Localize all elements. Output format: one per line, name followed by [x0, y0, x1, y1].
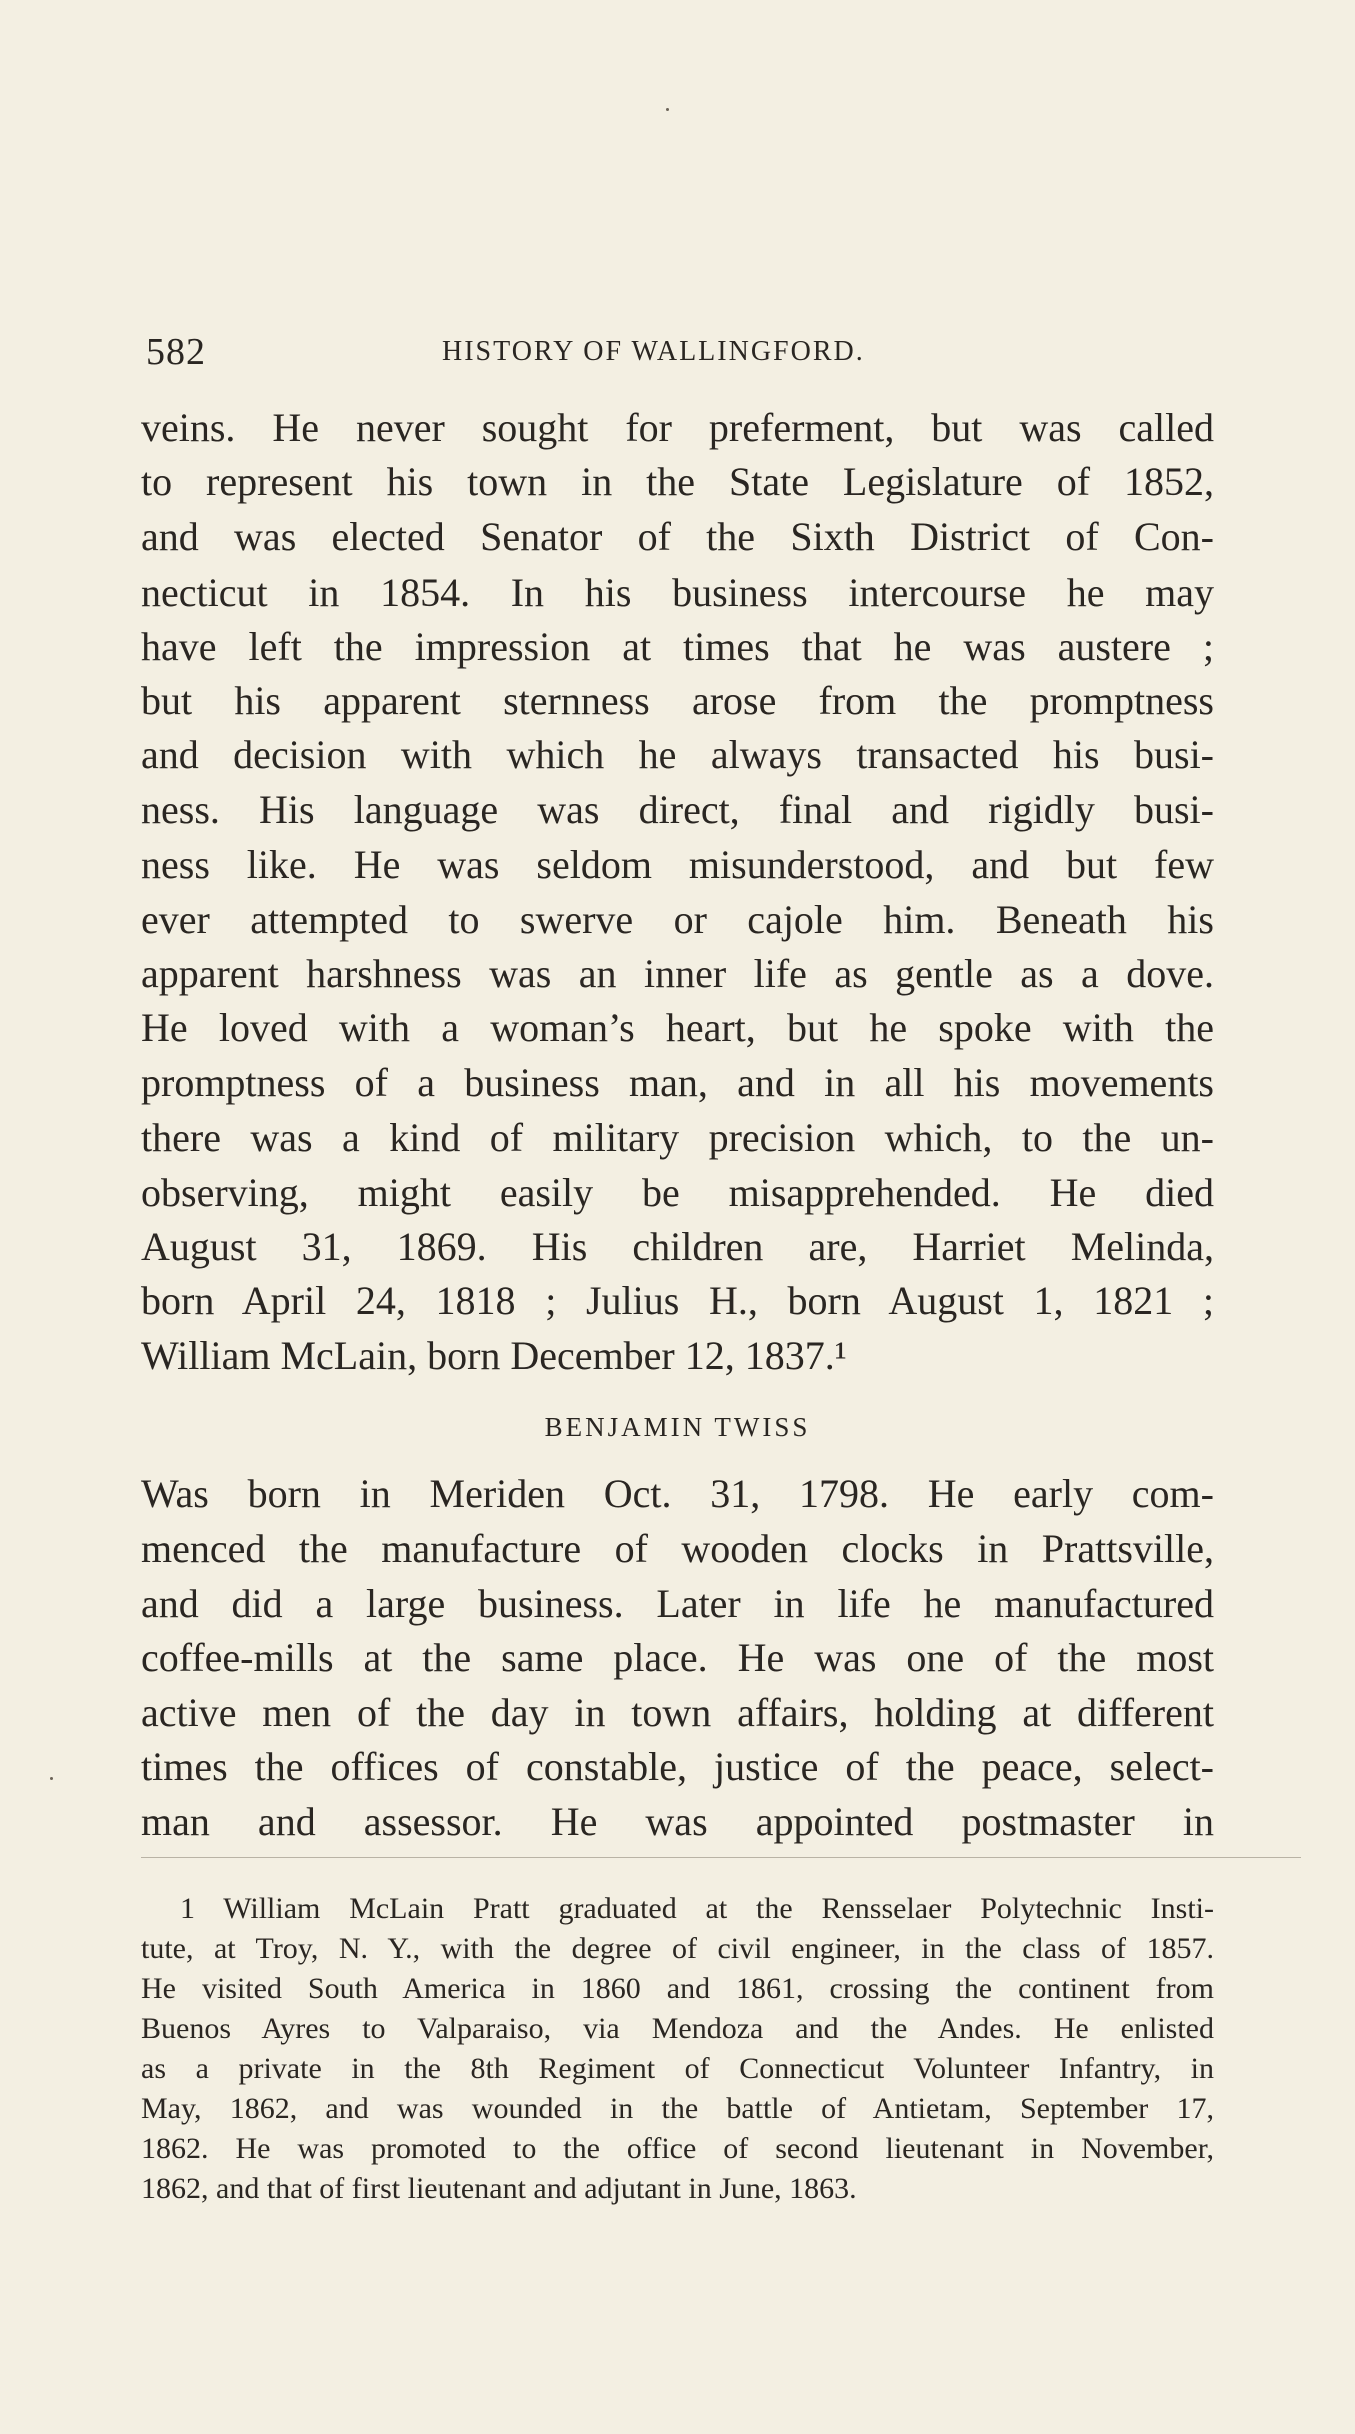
body-line: veins. He never sought for preferment, but was called — [141, 405, 1214, 450]
body-line: ness like. He was seldom misunderstood, and but few — [141, 842, 1214, 887]
body-line: apparent harshness was an inner life as gentle as a dove. — [141, 951, 1214, 996]
footnote-line: May, 1862, and was wounded in the battle of Antietam, September 17, — [141, 2092, 1214, 2125]
body-line: necticut in 1854. In his business intercourse he may — [141, 570, 1214, 615]
footnote-line: Buenos Ayres to Valparaiso, via Mendoza and the Andes. He enlisted — [141, 2012, 1214, 2045]
footnote-line: tute, at Troy, N. Y., with the degree of civil engineer, in the class of 1857. — [141, 1932, 1214, 1965]
paper-speck — [50, 1777, 53, 1780]
body-line: observing, might easily be misapprehended. He died — [141, 1170, 1214, 1215]
body-line: there was a kind of military precision which, to the un- — [141, 1115, 1214, 1160]
body-line: man and assessor. He was appointed postmaster in — [141, 1799, 1214, 1844]
body-line: active men of the day in town affairs, holding at different — [141, 1690, 1214, 1735]
body-line: ever attempted to swerve or cajole him. Beneath his — [141, 897, 1214, 942]
body-line: born April 24, 1818 ; Julius H., born August 1, 1821 ; — [141, 1278, 1214, 1323]
footnote-line: 1862, and that of first lieutenant and adjutant in June, 1863. — [141, 2172, 857, 2205]
page-header — [146, 330, 1212, 380]
footnote-line: as a private in the 8th Regiment of Connecticut Volunteer Infantry, in — [141, 2052, 1214, 2085]
body-line: promptness of a business man, and in all his movements — [141, 1060, 1214, 1105]
body-line: menced the manufacture of wooden clocks in Prattsville, — [141, 1526, 1214, 1571]
body-line: and was elected Senator of the Sixth District of Con- — [141, 514, 1214, 559]
body-line: Was born in Meriden Oct. 31, 1798. He early com- — [141, 1471, 1214, 1516]
footnote-line: 1862. He was promoted to the office of second lieutenant in November, — [141, 2132, 1214, 2165]
footnote-line: 1 William McLain Pratt graduated at the Rensselaer Polytechnic Insti- — [180, 1892, 1214, 1925]
body-line: William McLain, born December 12, 1837.¹ — [141, 1333, 847, 1378]
body-line: August 31, 1869. His children are, Harriet Melinda, — [141, 1224, 1214, 1269]
paper-speck — [666, 108, 669, 111]
running-head: HISTORY OF WALLINGFORD. — [442, 336, 865, 367]
body-line: to represent his town in the State Legislature of 1852, — [141, 459, 1214, 504]
body-line: have left the impression at times that he was austere ; — [141, 624, 1214, 669]
body-line: and did a large business. Later in life he manufactured — [141, 1581, 1214, 1626]
page-number: 582 — [146, 331, 206, 373]
section-heading: BENJAMIN TWISS — [544, 1412, 811, 1442]
body-line: ness. His language was direct, final and rigidly busi- — [141, 787, 1214, 832]
footnote-rule — [141, 1857, 1301, 1858]
body-line: times the offices of constable, justice of the peace, select- — [141, 1744, 1214, 1789]
body-line: but his apparent sternness arose from the promptness — [141, 678, 1214, 723]
body-line: coffee-mills at the same place. He was one of the most — [141, 1635, 1214, 1680]
body-line: He loved with a woman’s heart, but he spoke with the — [141, 1005, 1214, 1050]
footnote-line: He visited South America in 1860 and 1861, crossing the continent from — [141, 1972, 1214, 2005]
body-line: and decision with which he always transacted his busi- — [141, 732, 1214, 777]
